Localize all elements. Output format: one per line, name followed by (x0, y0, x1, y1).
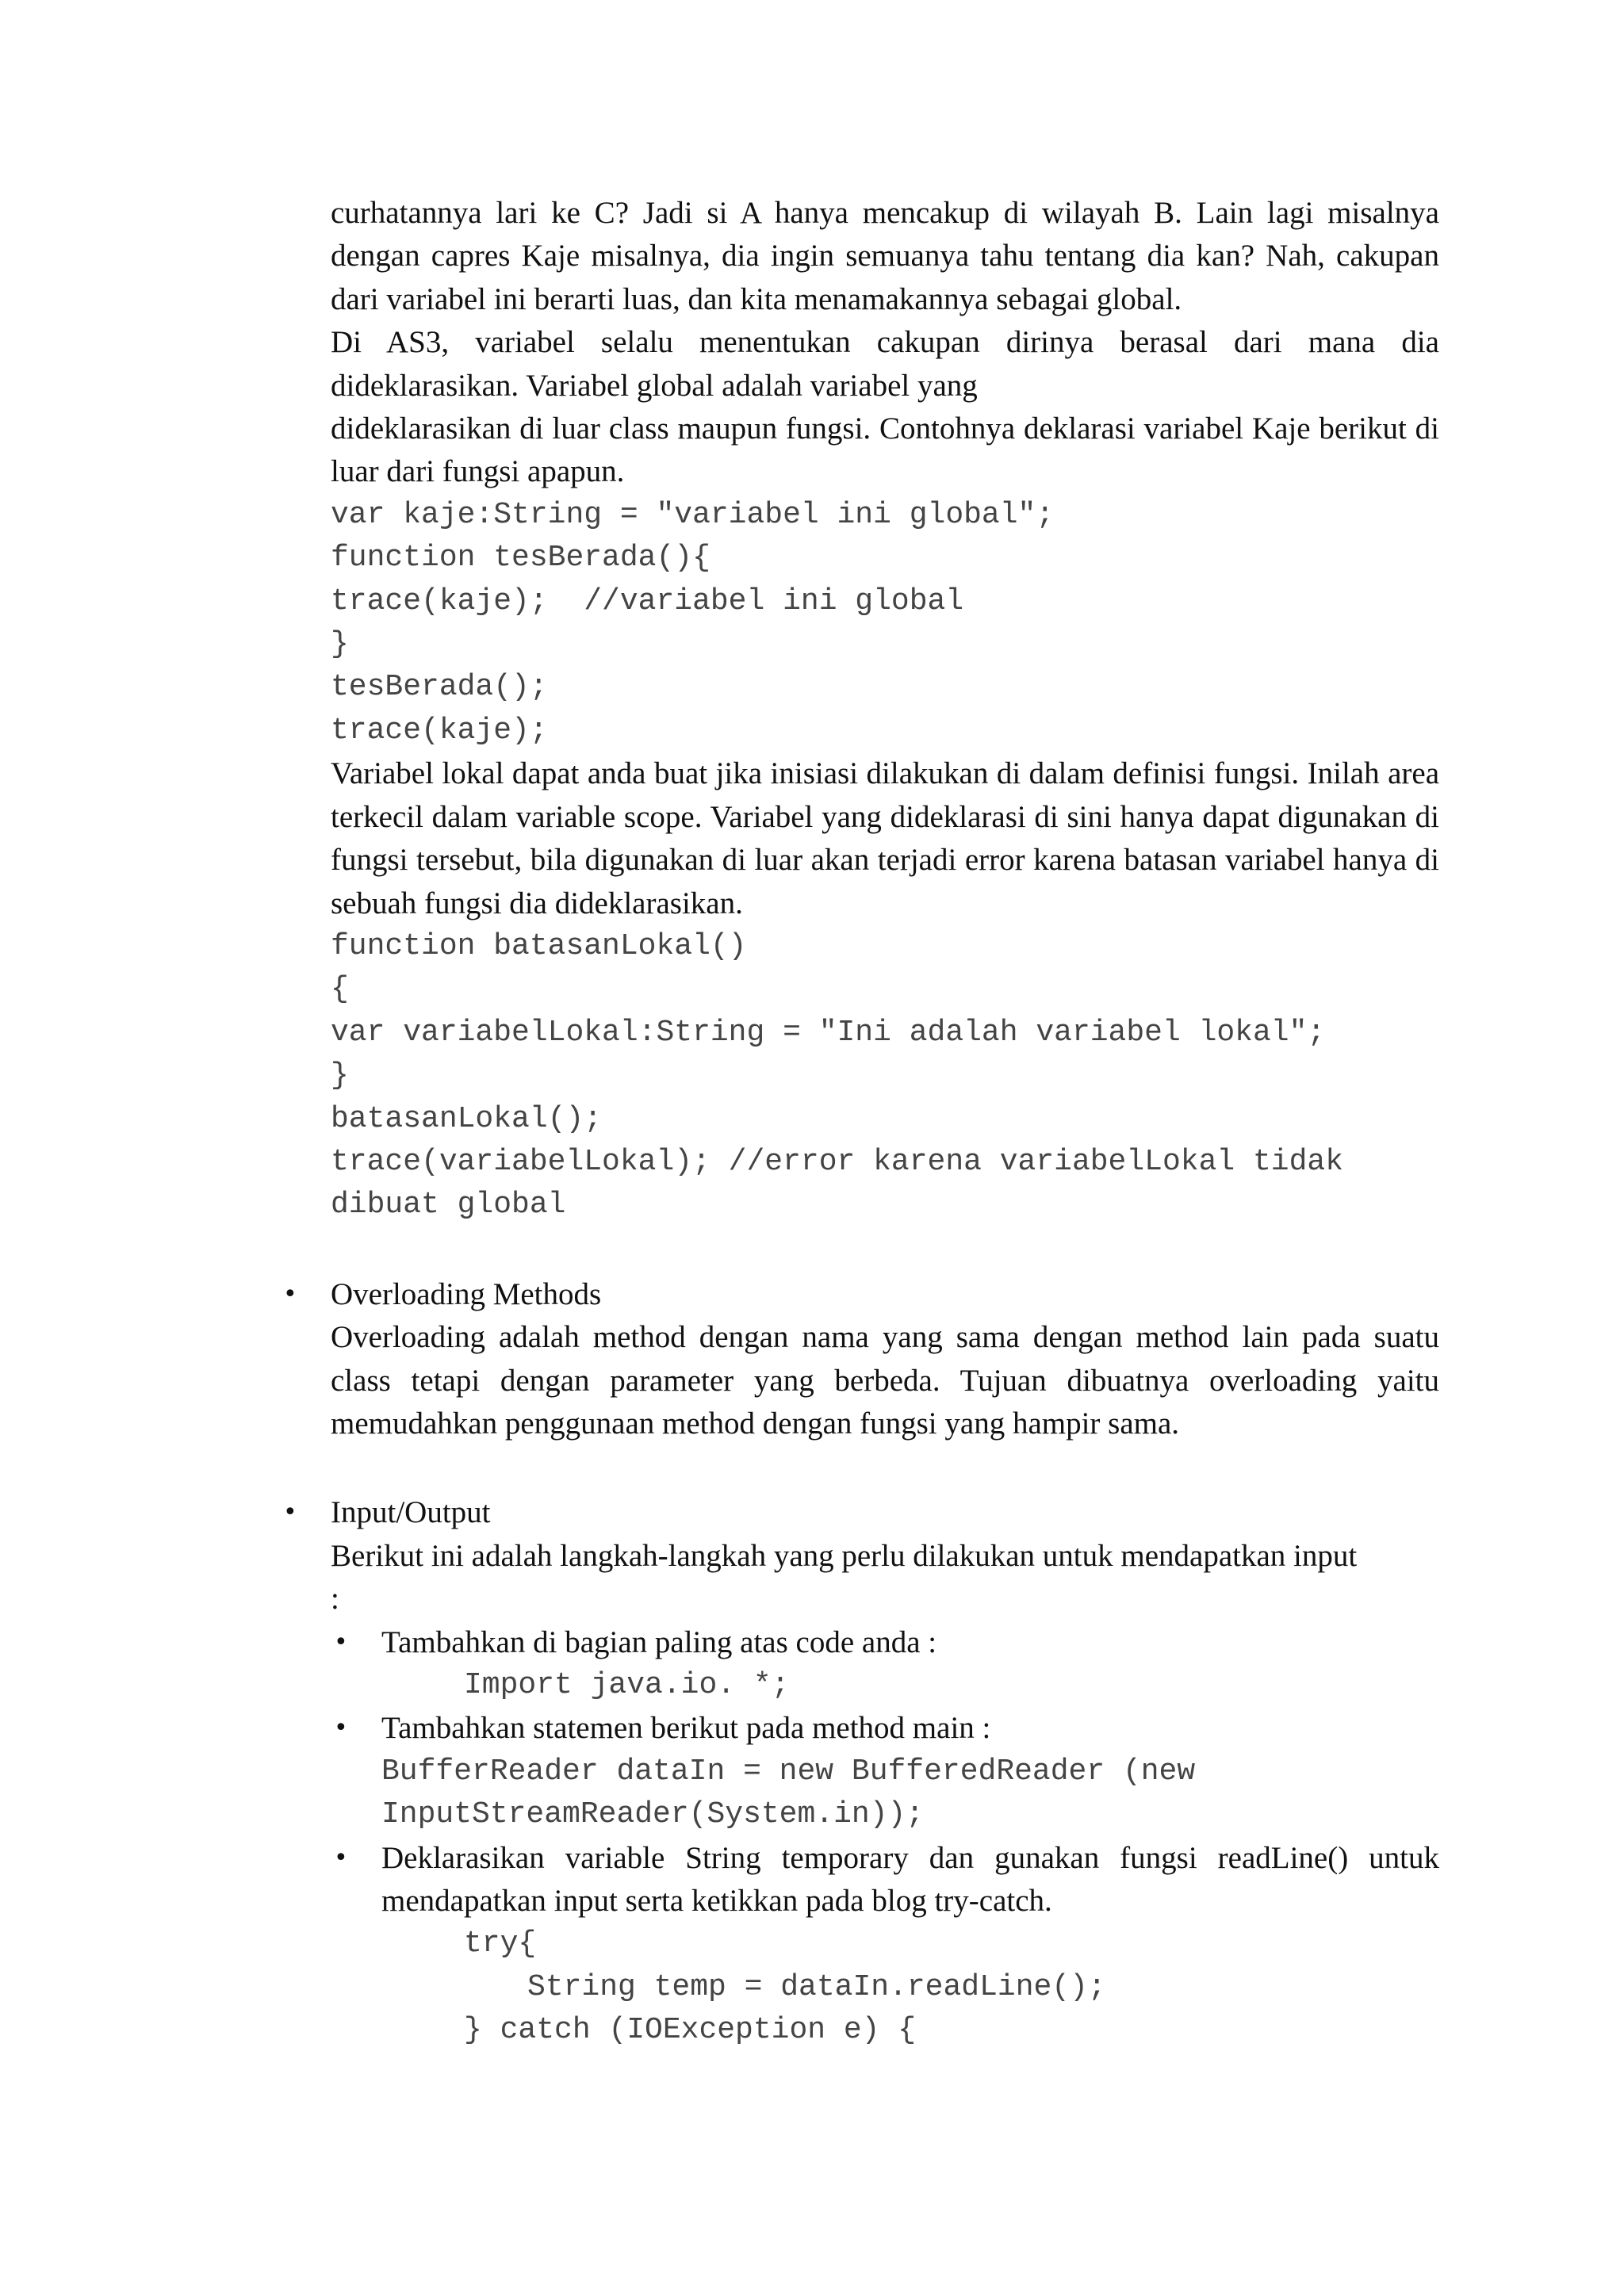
bullet-icon: • (334, 1714, 348, 1743)
code-line: trace(kaje); //variabel ini global (331, 584, 964, 618)
overloading-paragraph: Overloading adalah method dengan nama yang sama dengan method lain pada suatu class tetapi dengan parameter yang berbeda. Tujuan dibuatnya overloading yaitu memudahkan penggunaan method dengan fungsi yang hampir sama. (331, 1320, 1439, 1441)
bullet-icon: • (283, 1498, 297, 1527)
spacer (331, 1227, 1439, 1273)
bullet-icon: • (283, 1280, 297, 1308)
global-intro-paragraph: Di AS3, variabel selalu menentukan cakupan dirinya berasal dari mana dia dideklarasikan. Variabel global adalah variabel yang (331, 325, 1439, 403)
spacer (331, 1445, 1439, 1491)
section-title: Overloading Methods (331, 1276, 602, 1311)
code-line: function tesBerada(){ (331, 541, 710, 576)
code-line: Import java.io. *; (464, 1668, 790, 1702)
io-step (334, 1837, 1439, 2053)
code-line: var variabelLokal:String = "Ini adalah variabel lokal"; (331, 1015, 1326, 1050)
bullet-icon: • (334, 1628, 348, 1656)
io-paragraph: Berikut ini adalah langkah-langkah yang perlu dilakukan untuk mendapatkan input (331, 1538, 1358, 1573)
code-line: } (331, 627, 349, 662)
code-line: trace(variabelLokal); //error karena variabelLokal tidak dibuat global (331, 1144, 1362, 1223)
code-block-global (331, 494, 1439, 752)
code-line: var kaje:String = "variabel ini global"; (331, 497, 1055, 532)
code-line: BufferReader dataIn = new BufferedReader (new InputStreamReader(System.in)); (381, 1754, 1213, 1832)
io-paragraph-colon: : (331, 1582, 339, 1617)
code-line: tesBerada(); (331, 670, 548, 705)
code-line: function batasanLokal() (331, 928, 747, 963)
code-block-local (331, 925, 1439, 1227)
code-line: } (331, 1058, 349, 1093)
step-text: Deklarasikan variable String temporary dan gunakan fungsi readLine() untuk mendapatkan input serta ketikkan pada blog try-catch. (381, 1840, 1439, 1919)
bullet-icon: • (334, 1843, 348, 1872)
step-text: Tambahkan statemen berikut pada method main : (381, 1711, 991, 1746)
code-line: } catch (IOException e) { (464, 2013, 917, 2048)
overloading-section (283, 1273, 1439, 1446)
page-content (283, 192, 1439, 2053)
local-variable-paragraph: Variabel lokal dapat anda buat jika inisiasi dilakukan di dalam definisi fungsi. Inilah area terkecil dalam variable scope. Variabel yang dideklarasi di sini hanya dapat digunakan di fungsi tersebut, bila digunakan di luar akan terjadi error karena batasan variabel hanya di sebuah fungsi dia dideklarasikan. (331, 756, 1439, 920)
step-text: Tambahkan di bagian paling atas code anda : (381, 1624, 937, 1659)
global-intro-paragraph-cont: dideklarasikan di luar class maupun fungsi. Contohnya deklarasi variabel Kaje berikut di luar dari fungsi apapun. (331, 411, 1439, 489)
code-line: batasanLokal(); (331, 1101, 603, 1136)
code-line: { (331, 972, 349, 1007)
code-line: trace(kaje); (331, 713, 548, 748)
code-line: String temp = dataIn.readLine(); (527, 1969, 1106, 2004)
io-step (334, 1707, 1439, 1836)
section-title: Input/Output (331, 1495, 491, 1530)
intro-paragraph: curhatannya lari ke C? Jadi si A hanya mencakup di wilayah B. Lain lagi misalnya dengan capres Kaje misalnya, dia ingin semuanya tahu tentang dia kan? Nah, cakupan dari variabel ini berarti luas, dan kita menamakannya sebagai global. (331, 196, 1439, 316)
io-step (334, 1621, 1439, 1708)
io-section (283, 1491, 1439, 2052)
code-line: try{ (464, 1927, 537, 1961)
